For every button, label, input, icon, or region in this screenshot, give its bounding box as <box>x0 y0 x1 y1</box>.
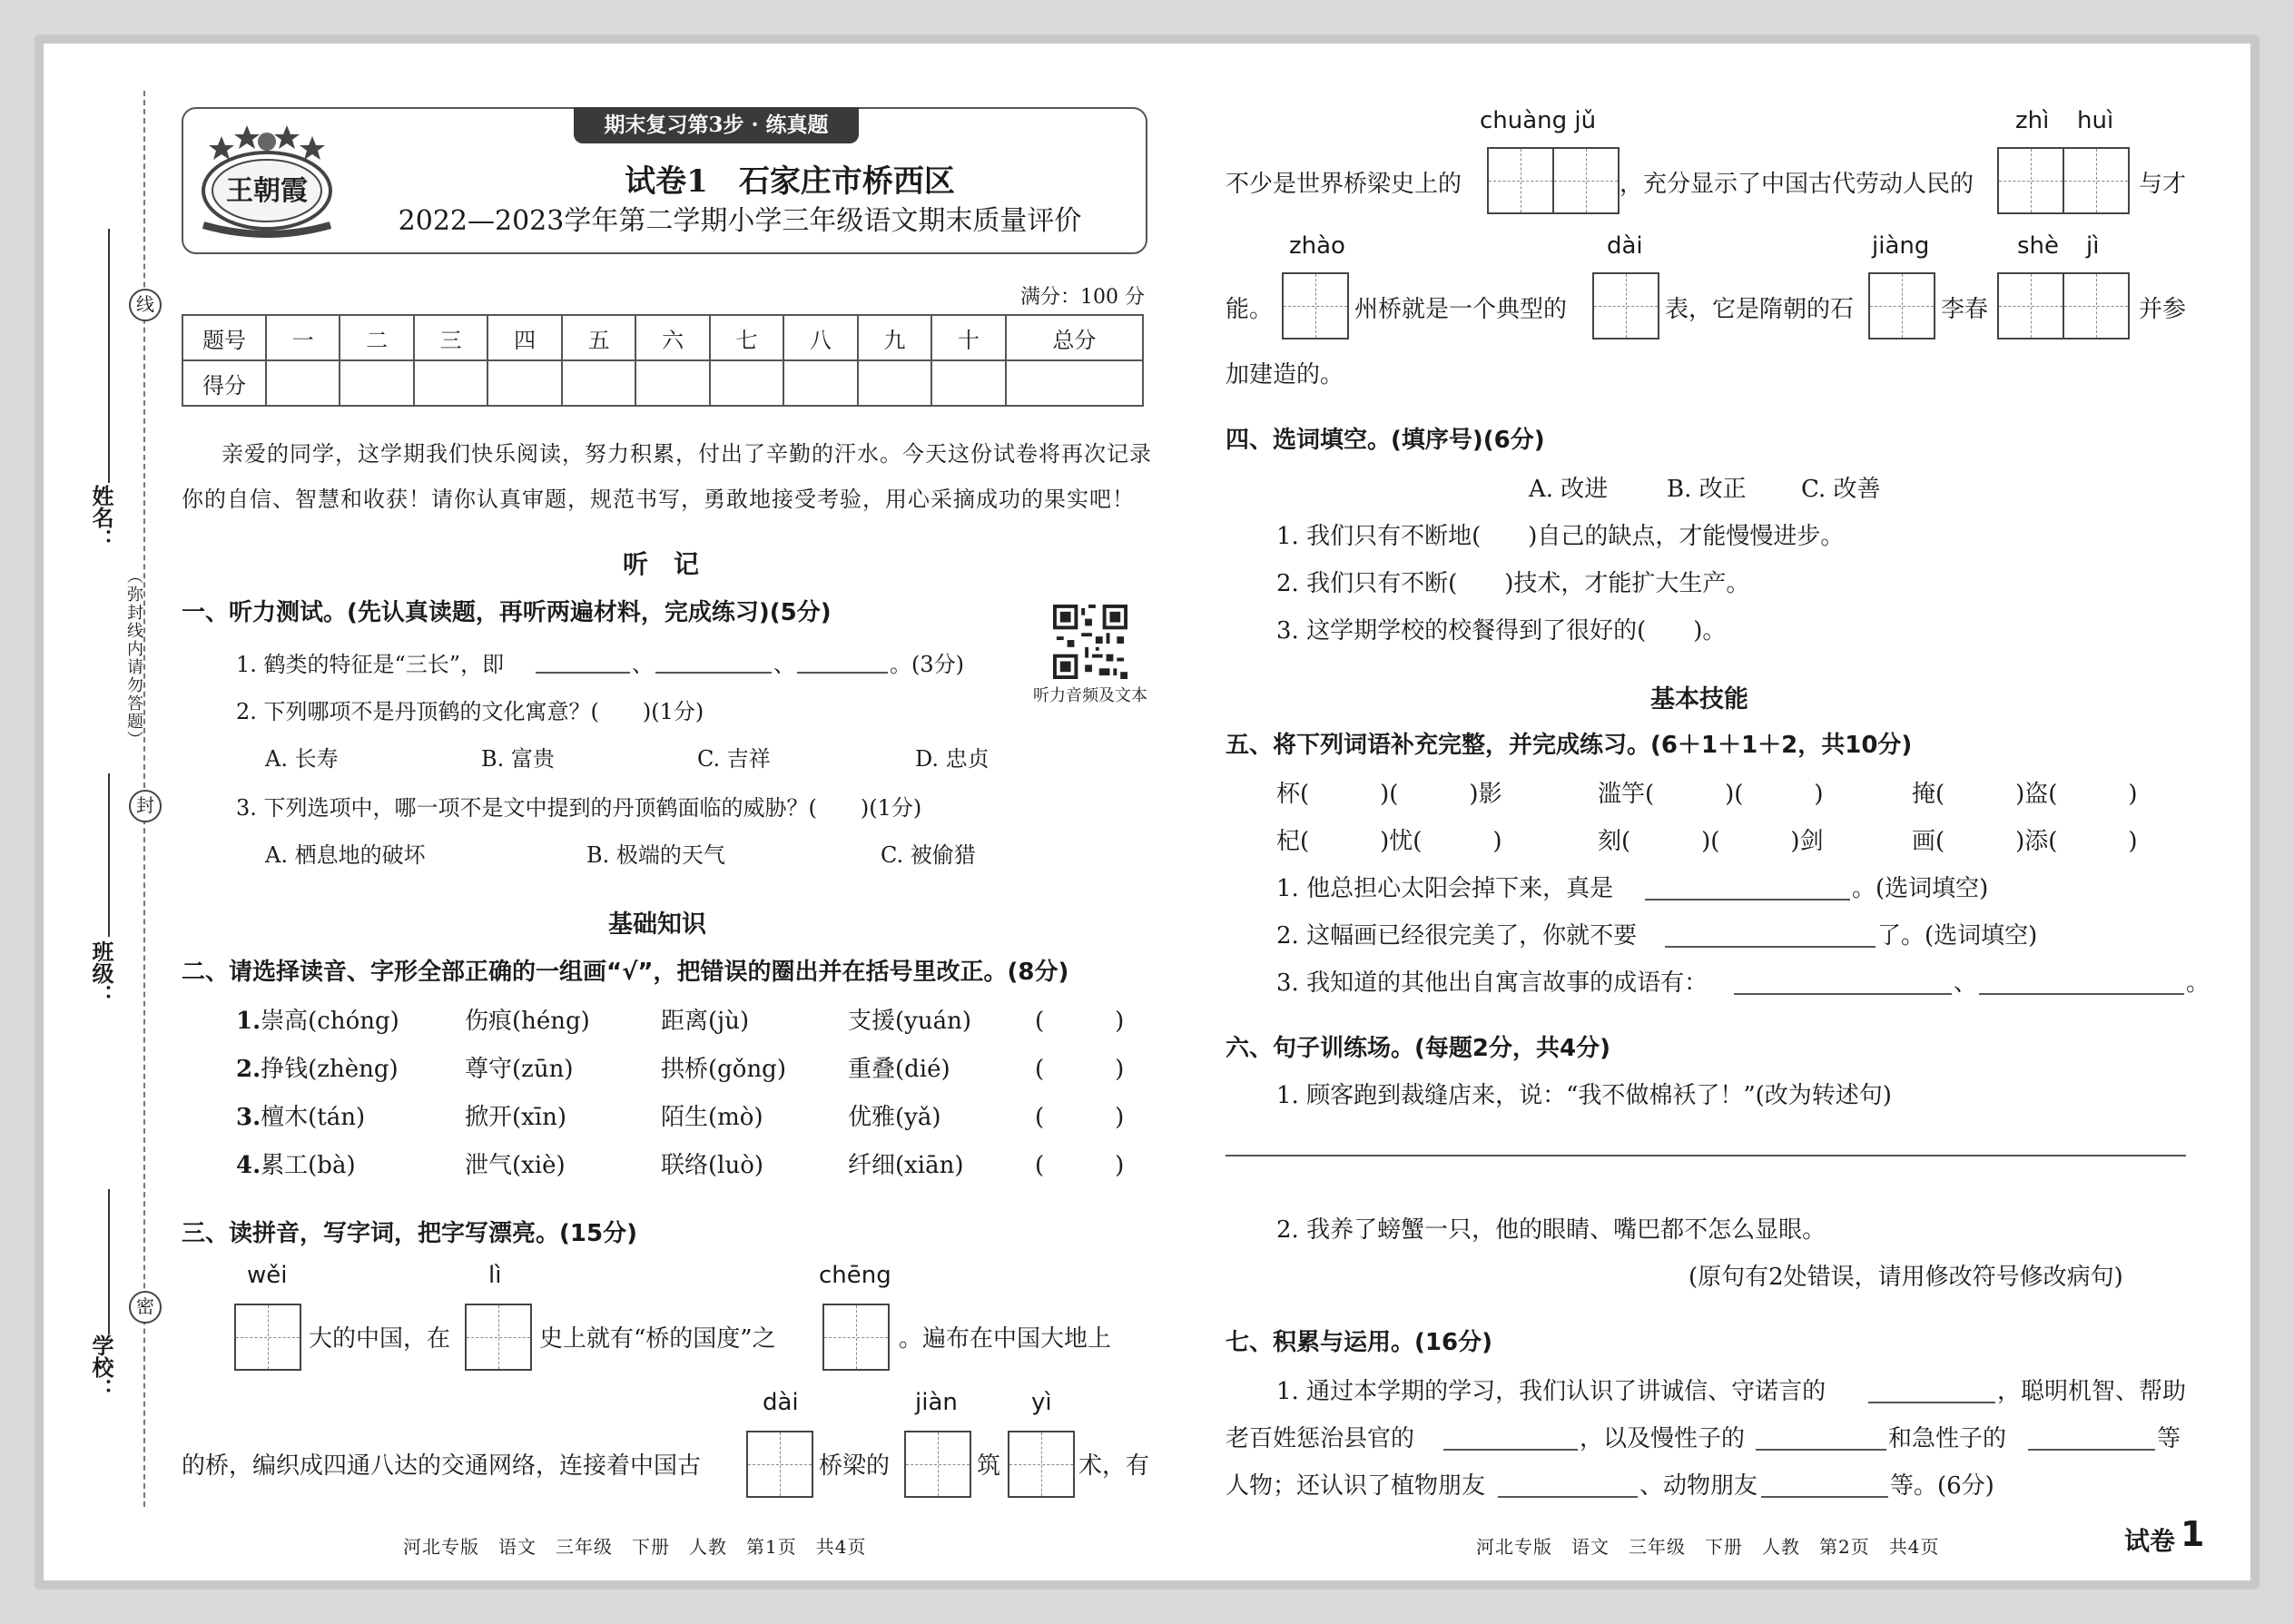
s5-q1: 1. 他总担心太阳会掉下来，真是 <box>1276 875 1614 902</box>
paper-badge-label: 试卷 <box>2124 1526 2176 1556</box>
write-box[interactable] <box>234 1304 301 1371</box>
passage-text: 并参 <box>2139 296 2187 323</box>
option[interactable]: B. 极端的天气 <box>586 842 725 868</box>
answer-paren[interactable]: ( ) <box>1035 1056 1125 1083</box>
idiom-fill[interactable]: 滥竽( )( ) <box>1598 781 1824 808</box>
col-header: 九 <box>858 315 931 360</box>
word-item: 纤细(xiān) <box>848 1152 964 1179</box>
option[interactable]: B. 富贵 <box>481 746 555 772</box>
word-item: 优雅(yǎ) <box>848 1104 941 1131</box>
answer-blank[interactable] <box>536 672 630 674</box>
word-item: 陌生(mò) <box>661 1104 763 1131</box>
pinyin: jì <box>2086 232 2100 260</box>
word-item: 檀木(tán) <box>261 1104 366 1131</box>
passage-text: 与才 <box>2139 171 2187 198</box>
answer-blank[interactable] <box>655 672 772 674</box>
section6-title: 六、句子训练场。(每题2分，共4分) <box>1226 1035 1610 1062</box>
col-header: 四 <box>487 315 561 360</box>
listening-heading: 听 记 <box>623 549 700 579</box>
word-item: 重叠(dié) <box>848 1056 950 1083</box>
name-field[interactable] <box>108 229 110 483</box>
passage-text: 史上就有“桥的国度”之 <box>539 1325 776 1353</box>
intro-line: 亲爱的同学，这学期我们快乐阅读，努力积累，付出了辛勤的汗水。今天这份试卷将再次记录 <box>222 441 1152 467</box>
answer-line[interactable] <box>1226 1155 2186 1156</box>
listen-q3: 3. 下列选项中，哪一项不是文中提到的丹顶鹤面临的威胁？( )(1分) <box>236 795 922 821</box>
write-box[interactable] <box>2063 147 2130 214</box>
logo-text: 王朝霞 <box>226 175 308 207</box>
row-label-score: 得分 <box>182 360 266 406</box>
passage-text: 不少是世界桥梁史上的 <box>1226 171 1462 198</box>
pinyin: shè <box>2017 232 2060 260</box>
write-box[interactable] <box>465 1304 532 1371</box>
publisher-logo <box>194 116 340 243</box>
write-box[interactable] <box>822 1304 890 1371</box>
answer-paren[interactable]: ( ) <box>1035 1104 1125 1131</box>
pinyin: chuàng jǔ <box>1480 107 1597 134</box>
pinyin: wěi <box>247 1262 288 1289</box>
full-score: 满分：100 分 <box>1020 286 1145 309</box>
word-item: 拱桥(gǒng) <box>661 1056 786 1083</box>
s6-q1: 1. 顾客跑到裁缝店来，说：“我不做棉袄了！”(改为转述句) <box>1276 1082 1892 1109</box>
answer-blank[interactable] <box>1645 899 1850 901</box>
col-header: 六 <box>635 315 709 360</box>
word-option: C. 改善 <box>1801 476 1881 503</box>
s7-text: 等。(6分) <box>1890 1472 1994 1500</box>
col-header: 十 <box>931 315 1005 360</box>
word-item: 尊守(zūn) <box>465 1056 574 1083</box>
answer-blank[interactable] <box>1868 1402 1995 1403</box>
score-cell[interactable] <box>487 360 561 406</box>
s6-q2: 2. 我养了螃蟹一只，他的眼睛、嘴巴都不怎么显眼。 <box>1276 1216 1826 1244</box>
s4-q2: 2. 我们只有不断( )技术，才能扩大生产。 <box>1276 570 1750 597</box>
pinyin: lì <box>488 1262 502 1289</box>
score-cell[interactable] <box>1006 360 1143 406</box>
review-step-tab: 期末复习第3步 · 练真题 <box>574 107 859 143</box>
score-cell[interactable] <box>710 360 783 406</box>
score-cell[interactable] <box>931 360 1005 406</box>
score-cell[interactable] <box>783 360 857 406</box>
passage-text: 表，它是隋朝的石 <box>1665 296 1855 323</box>
s4-q3: 3. 这学期学校的校餐得到了很好的( )。 <box>1276 617 1727 645</box>
skills-heading: 基本技能 <box>1650 685 1748 714</box>
write-box[interactable] <box>1008 1431 1075 1498</box>
word-item: 崇高(chóng) <box>261 1008 399 1035</box>
option[interactable]: C. 被偷猎 <box>881 842 976 868</box>
idiom-fill[interactable]: 杯( )( )影 <box>1276 781 1502 808</box>
passage-text: 加建造的。 <box>1226 361 1344 389</box>
option[interactable]: A. 长寿 <box>265 746 339 772</box>
col-header: 总分 <box>1006 315 1143 360</box>
word-option: B. 改正 <box>1667 476 1747 503</box>
s6-q2-note: (原句有2处错误，请用修改符号修改病句) <box>1689 1264 2123 1291</box>
word-item: 掀开(xīn) <box>465 1104 567 1131</box>
col-header: 三 <box>414 315 487 360</box>
score-cell[interactable] <box>340 360 413 406</box>
row-num: 3. <box>236 1104 261 1131</box>
passage-text: 术，有 <box>1078 1452 1150 1480</box>
idiom-fill[interactable]: 掩( )盗( ) <box>1912 781 2138 808</box>
s5-q3: 3. 我知道的其他出自寓言故事的成语有： <box>1276 969 1708 997</box>
word-item: 泄气(xiè) <box>465 1152 566 1179</box>
pinyin: jiàn <box>915 1389 958 1416</box>
school-label: 学校： <box>88 1334 114 1400</box>
word-item: 挣钱(zhèng) <box>261 1056 399 1083</box>
score-table <box>182 314 1144 407</box>
write-box[interactable] <box>904 1431 971 1498</box>
pinyin: yì <box>1031 1389 1052 1416</box>
answer-blank[interactable] <box>1734 993 1952 995</box>
q1-score: 。(3分) <box>890 652 964 677</box>
paper-badge-number: 1 <box>2181 1514 2205 1554</box>
passage-text: 大的中国，在 <box>309 1325 451 1353</box>
word-item: 伤痕(héng) <box>465 1008 590 1035</box>
footer-right: 河北专版 语文 三年级 下册 人教 第2页 共4页 <box>1476 1536 1940 1558</box>
paper-subtitle: 2022—2023学年第二学期小学三年级语文期末质量评价 <box>398 205 1082 237</box>
answer-blank[interactable] <box>1443 1449 1578 1451</box>
idiom-fill[interactable]: 杞( )忧( ) <box>1276 828 1502 855</box>
score-cell[interactable] <box>562 360 635 406</box>
s4-q1: 1. 我们只有不断地( )自己的缺点，才能慢慢进步。 <box>1276 523 1845 550</box>
write-box[interactable] <box>1868 272 1935 340</box>
answer-blank[interactable] <box>1498 1496 1638 1498</box>
passage-text: 州桥就是一个典型的 <box>1354 296 1568 323</box>
qr-caption: 听力音频及文本 <box>1033 686 1147 705</box>
pinyin: zhì <box>2015 107 2050 134</box>
answer-blank[interactable] <box>797 672 888 674</box>
write-box[interactable] <box>1592 272 1659 340</box>
school-field[interactable] <box>108 1189 110 1334</box>
idiom-fill[interactable]: 画( )添( ) <box>1912 828 2138 855</box>
word-item: 联络(luò) <box>661 1152 764 1179</box>
write-box[interactable] <box>1282 272 1349 340</box>
basics-heading: 基础知识 <box>608 910 706 939</box>
col-header: 八 <box>783 315 857 360</box>
section1-title: 一、听力测试。(先认真读题，再听两遍材料，完成练习)(5分) <box>182 599 832 626</box>
score-cell[interactable] <box>858 360 931 406</box>
write-box[interactable] <box>746 1431 813 1498</box>
passage-text: 。遍布在中国大地上 <box>899 1325 1112 1353</box>
col-header: 七 <box>710 315 783 360</box>
intro-line: 你的自信、智慧和收获！请你认真审题，规范书写，勇敢地接受考验，用心采摘成功的果实吧！ <box>182 487 1135 512</box>
score-cell[interactable] <box>266 360 340 406</box>
write-box[interactable] <box>1552 147 1620 214</box>
answer-blank[interactable] <box>1665 946 1876 948</box>
binding-mark-mi: 密 <box>129 1291 162 1324</box>
pinyin: chēng <box>819 1262 891 1289</box>
answer-blank[interactable] <box>1979 993 2184 995</box>
passage-text: 筑 <box>977 1452 1001 1480</box>
write-box[interactable] <box>1997 272 2064 340</box>
period: 。 <box>2186 969 2210 997</box>
section4-title: 四、选词填空。(填序号)(6分) <box>1226 427 1545 454</box>
answer-blank[interactable] <box>1761 1496 1888 1498</box>
s5-q2-end: 了。(选词填空) <box>1877 922 2038 950</box>
s7-text: 1. 通过本学期的学习，我们认识了讲诚信、守诺言的 <box>1276 1378 1826 1405</box>
col-header: 一 <box>266 315 340 360</box>
idiom-fill[interactable]: 刻( )( )剑 <box>1598 828 1824 855</box>
option[interactable]: C. 吉祥 <box>697 746 771 772</box>
pinyin: huì <box>2077 107 2114 134</box>
s7-text: 等 <box>2157 1425 2181 1452</box>
passage-text: 李春 <box>1941 296 1989 323</box>
passage-text: ，充分显示了中国古代劳动人民的 <box>1620 171 1974 198</box>
section2-title: 二、请选择读音、字形全部正确的一组画“√”，把错误的圈出并在括号里改正。(8分) <box>182 959 1069 986</box>
option[interactable]: D. 忠贞 <box>915 746 989 772</box>
qr-code-icon[interactable] <box>1053 605 1127 679</box>
word-item: 距离(jù) <box>661 1008 750 1035</box>
footer-left: 河北专版 语文 三年级 下册 人教 第1页 共4页 <box>403 1536 867 1558</box>
s7-text: ，聪明机智、帮助 <box>1997 1378 2187 1405</box>
pinyin: dài <box>1607 232 1643 260</box>
binding-mark-xian: 线 <box>129 289 162 321</box>
col-header: 五 <box>562 315 635 360</box>
class-field[interactable] <box>108 773 110 937</box>
binding-mark-feng: 封 <box>129 790 162 822</box>
s5-q2: 2. 这幅画已经很完美了，你就不要 <box>1276 922 1638 950</box>
answer-paren[interactable]: ( ) <box>1035 1152 1125 1179</box>
answer-paren[interactable]: ( ) <box>1035 1008 1125 1035</box>
score-cell[interactable] <box>414 360 487 406</box>
col-header: 二 <box>340 315 413 360</box>
s7-text: 老百姓惩治县官的 <box>1226 1425 1415 1452</box>
write-box[interactable] <box>1997 147 2064 214</box>
listen-q1: 1. 鹤类的特征是“三长”，即 <box>236 652 505 677</box>
write-box[interactable] <box>1487 147 1554 214</box>
row-num: 1. <box>236 1008 261 1035</box>
passage-text: 的桥，编织成四通八达的交通网络，连接着中国古 <box>182 1452 702 1480</box>
binding-note: （弥封线内请勿答题） <box>124 567 143 749</box>
s7-text: 、动物朋友 <box>1639 1472 1758 1500</box>
listen-q2: 2. 下列哪项不是丹顶鹤的文化寓意？( )(1分) <box>236 699 704 724</box>
pinyin: dài <box>763 1389 799 1416</box>
s7-text: 和急性子的 <box>1888 1425 2007 1452</box>
class-label: 班级： <box>88 940 114 1006</box>
paper-title: 试卷1 石家庄市桥西区 <box>625 163 955 200</box>
pinyin: jiàng <box>1872 232 1930 260</box>
answer-blank[interactable] <box>2028 1449 2155 1451</box>
section5-title: 五、将下列词语补充完整，并完成练习。(6＋1＋1＋2，共10分) <box>1226 732 1913 759</box>
s7-text: 人物；还认识了植物朋友 <box>1226 1472 1486 1500</box>
section3-title: 三、读拼音，写字词，把字写漂亮。(15分) <box>182 1220 637 1247</box>
write-box[interactable] <box>2063 272 2130 340</box>
separator: 、 <box>1954 969 1978 997</box>
row-label-question: 题号 <box>182 315 266 360</box>
score-cell[interactable] <box>635 360 709 406</box>
answer-blank[interactable] <box>1756 1449 1886 1451</box>
passage-text: 能。 <box>1226 296 1274 323</box>
word-option: A. 改进 <box>1529 476 1609 503</box>
pinyin: zhào <box>1289 232 1345 260</box>
word-item: 支援(yuán) <box>848 1008 971 1035</box>
word-item: 累工(bà) <box>261 1152 356 1179</box>
name-label: 姓名： <box>88 485 114 550</box>
section7-title: 七、积累与运用。(16分) <box>1226 1329 1492 1356</box>
passage-text: 桥梁的 <box>819 1452 891 1480</box>
row-num: 2. <box>236 1056 261 1083</box>
option[interactable]: A. 栖息地的破坏 <box>265 842 426 868</box>
s7-text: ，以及慢性子的 <box>1580 1425 1746 1452</box>
row-num: 4. <box>236 1152 261 1179</box>
s5-q1-end: 。(选词填空) <box>1852 875 1989 902</box>
